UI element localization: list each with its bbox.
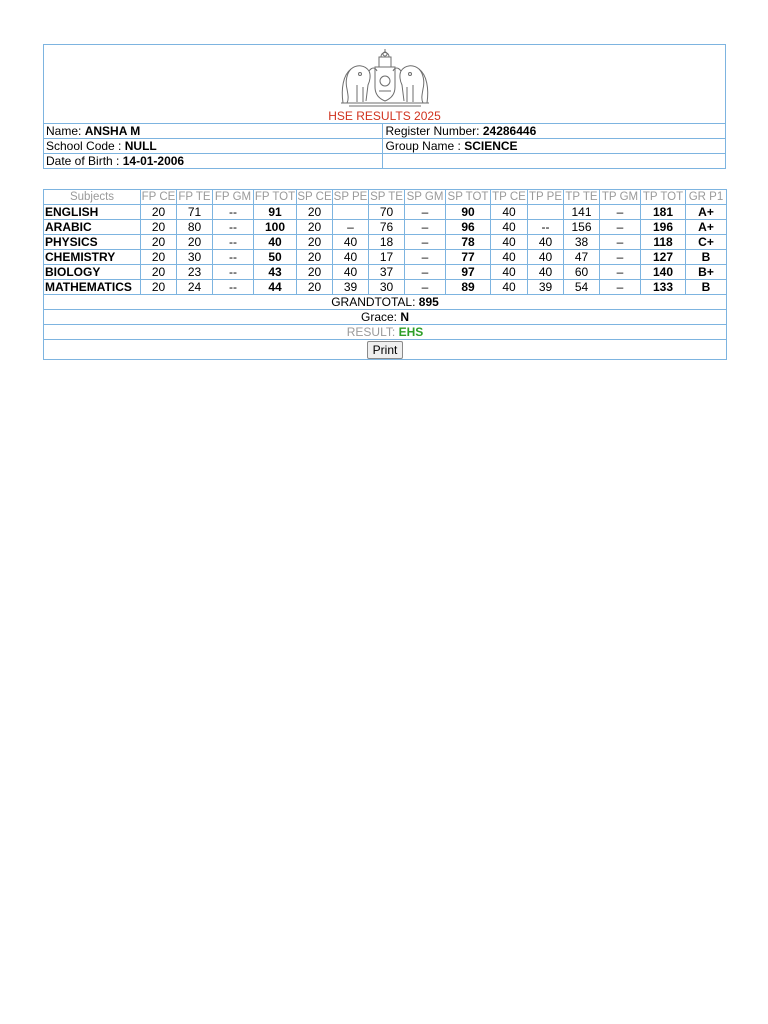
table-cell: – — [405, 205, 446, 220]
table-cell: 47 — [564, 250, 600, 265]
table-cell: -- — [213, 250, 254, 265]
result-cell — [44, 325, 727, 340]
table-cell: 23 — [177, 265, 213, 280]
student-info-table — [43, 44, 726, 169]
table-cell: 196 — [641, 220, 686, 235]
empty-cell — [383, 154, 726, 169]
name-cell — [44, 124, 383, 139]
table-cell: 40 — [333, 265, 369, 280]
table-cell: 118 — [641, 235, 686, 250]
table-cell: 20 — [297, 250, 333, 265]
subject-name: ARABIC — [44, 220, 141, 235]
print-row — [44, 340, 727, 360]
column-header: Subjects — [44, 190, 141, 205]
table-cell: – — [405, 280, 446, 295]
table-cell: – — [600, 235, 641, 250]
group-value: SCIENCE — [464, 139, 518, 153]
table-cell: 141 — [564, 205, 600, 220]
table-cell: 80 — [177, 220, 213, 235]
subject-name: MATHEMATICS — [44, 280, 141, 295]
register-label: Register Number: — [385, 124, 480, 138]
table-cell: 20 — [177, 235, 213, 250]
table-cell: 90 — [446, 205, 491, 220]
table-cell: 39 — [528, 280, 564, 295]
table-cell: 20 — [141, 235, 177, 250]
grace-label: Grace: — [360, 310, 397, 324]
table-row — [44, 235, 727, 250]
school-value: NULL — [124, 139, 157, 153]
table-cell: 181 — [641, 205, 686, 220]
column-header: SP CE — [297, 191, 332, 203]
column-header: TP GM — [600, 190, 641, 205]
table-cell: 78 — [446, 235, 491, 250]
table-cell: 20 — [297, 205, 333, 220]
table-cell: 140 — [641, 265, 686, 280]
table-cell: -- — [528, 220, 564, 235]
grandtotal-value: 895 — [418, 295, 439, 309]
grace-value: N — [400, 310, 410, 324]
dob-label: Date of Birth : — [46, 154, 120, 168]
table-cell: 89 — [446, 280, 491, 295]
table-cell — [528, 205, 564, 220]
table-row — [44, 205, 727, 220]
table-cell: 37 — [369, 265, 405, 280]
table-cell: 50 — [254, 250, 297, 265]
table-cell: 20 — [141, 250, 177, 265]
register-value: 24286446 — [482, 124, 537, 138]
dob-cell — [44, 154, 383, 169]
table-cell: 96 — [446, 220, 491, 235]
grandtotal-label: GRANDTOTAL: — [331, 295, 416, 309]
column-header: SP TOT — [446, 190, 491, 205]
table-cell: 40 — [491, 220, 528, 235]
table-cell: – — [600, 220, 641, 235]
table-cell: -- — [213, 265, 254, 280]
table-cell: 40 — [491, 250, 528, 265]
table-cell: 97 — [446, 265, 491, 280]
table-cell: 38 — [564, 235, 600, 250]
table-cell: – — [600, 205, 641, 220]
table-cell: 100 — [254, 220, 297, 235]
table-cell: – — [600, 280, 641, 295]
grace-cell — [44, 310, 727, 325]
table-cell: – — [405, 250, 446, 265]
table-cell: 17 — [369, 250, 405, 265]
table-cell: 127 — [641, 250, 686, 265]
column-header: FP CE — [141, 191, 176, 203]
table-cell: 71 — [177, 205, 213, 220]
table-cell: B — [686, 280, 727, 295]
table-cell: 133 — [641, 280, 686, 295]
column-header: TP TE — [565, 191, 598, 203]
table-cell: 30 — [177, 250, 213, 265]
table-cell: 24 — [177, 280, 213, 295]
group-cell — [383, 139, 726, 154]
results-header-row — [44, 190, 727, 205]
table-cell: 18 — [369, 235, 405, 250]
table-cell: 91 — [254, 205, 297, 220]
table-cell: 60 — [564, 265, 600, 280]
table-cell: 20 — [141, 265, 177, 280]
table-cell: – — [333, 220, 369, 235]
name-label: Name: — [46, 124, 82, 138]
table-cell: A+ — [686, 205, 727, 220]
table-cell: 20 — [297, 220, 333, 235]
subject-name: CHEMISTRY — [44, 250, 141, 265]
table-cell: 40 — [491, 235, 528, 250]
table-cell: 40 — [491, 205, 528, 220]
table-cell: 20 — [141, 205, 177, 220]
table-cell: 20 — [297, 265, 333, 280]
table-cell: 20 — [297, 280, 333, 295]
grace-row — [44, 310, 727, 325]
result-row — [44, 325, 727, 340]
table-cell — [333, 205, 369, 220]
emblem-cell — [44, 45, 726, 124]
table-cell: 20 — [141, 280, 177, 295]
column-header: TP CE — [492, 191, 526, 203]
table-cell: C+ — [686, 235, 727, 250]
table-cell: 70 — [369, 205, 405, 220]
print-button[interactable]: Print — [367, 341, 404, 359]
column-header: FP TOT — [254, 191, 296, 203]
table-cell: B+ — [686, 265, 727, 280]
register-cell — [383, 124, 726, 139]
table-cell: -- — [213, 280, 254, 295]
column-header: FP TE — [178, 191, 211, 203]
table-row — [44, 280, 727, 295]
dob-value: 14-01-2006 — [122, 154, 185, 168]
result-label: RESULT: — [346, 325, 396, 339]
column-header: TP PE — [528, 191, 563, 203]
table-row — [44, 220, 727, 235]
table-cell: A+ — [686, 220, 727, 235]
table-cell: – — [600, 250, 641, 265]
table-cell: 40 — [528, 235, 564, 250]
column-header: FP GM — [213, 190, 254, 205]
table-cell: -- — [213, 220, 254, 235]
table-cell: 20 — [141, 220, 177, 235]
table-cell: -- — [213, 235, 254, 250]
column-header: SP GM — [405, 190, 446, 205]
column-header: GR P1 — [686, 190, 727, 205]
table-cell: 40 — [528, 250, 564, 265]
table-cell: 40 — [491, 280, 528, 295]
table-row — [44, 265, 727, 280]
print-cell — [44, 340, 727, 360]
table-cell: 40 — [528, 265, 564, 280]
subject-name: BIOLOGY — [44, 265, 141, 280]
table-cell: 43 — [254, 265, 297, 280]
grandtotal-row — [44, 295, 727, 310]
school-label: School Code : — [46, 139, 122, 153]
column-header: SP TE — [370, 191, 403, 203]
column-header: SP PE — [333, 191, 368, 203]
table-cell: 40 — [254, 235, 297, 250]
table-cell: – — [405, 220, 446, 235]
column-header: TP TOT — [641, 190, 686, 205]
school-cell — [44, 139, 383, 154]
name-value: ANSHA M — [84, 124, 141, 138]
table-cell: – — [405, 265, 446, 280]
table-cell: 77 — [446, 250, 491, 265]
table-cell: 30 — [369, 280, 405, 295]
kerala-state-emblem-icon — [335, 45, 435, 109]
result-value: EHS — [398, 325, 424, 339]
table-cell: 40 — [333, 250, 369, 265]
table-cell: 40 — [491, 265, 528, 280]
subject-name: ENGLISH — [44, 205, 141, 220]
table-cell: -- — [213, 205, 254, 220]
table-cell: 156 — [564, 220, 600, 235]
table-cell: – — [405, 235, 446, 250]
table-cell: 40 — [333, 235, 369, 250]
table-cell: 39 — [333, 280, 369, 295]
table-cell: 20 — [297, 235, 333, 250]
group-label: Group Name : — [385, 139, 461, 153]
table-cell: – — [600, 265, 641, 280]
table-cell: 76 — [369, 220, 405, 235]
results-table — [43, 189, 727, 360]
subject-name: PHYSICS — [44, 235, 141, 250]
grandtotal-cell — [44, 295, 727, 310]
page-title: HSE RESULTS 2025 — [328, 109, 441, 123]
table-cell: 44 — [254, 280, 297, 295]
table-cell: B — [686, 250, 727, 265]
table-row — [44, 250, 727, 265]
table-cell: 54 — [564, 280, 600, 295]
